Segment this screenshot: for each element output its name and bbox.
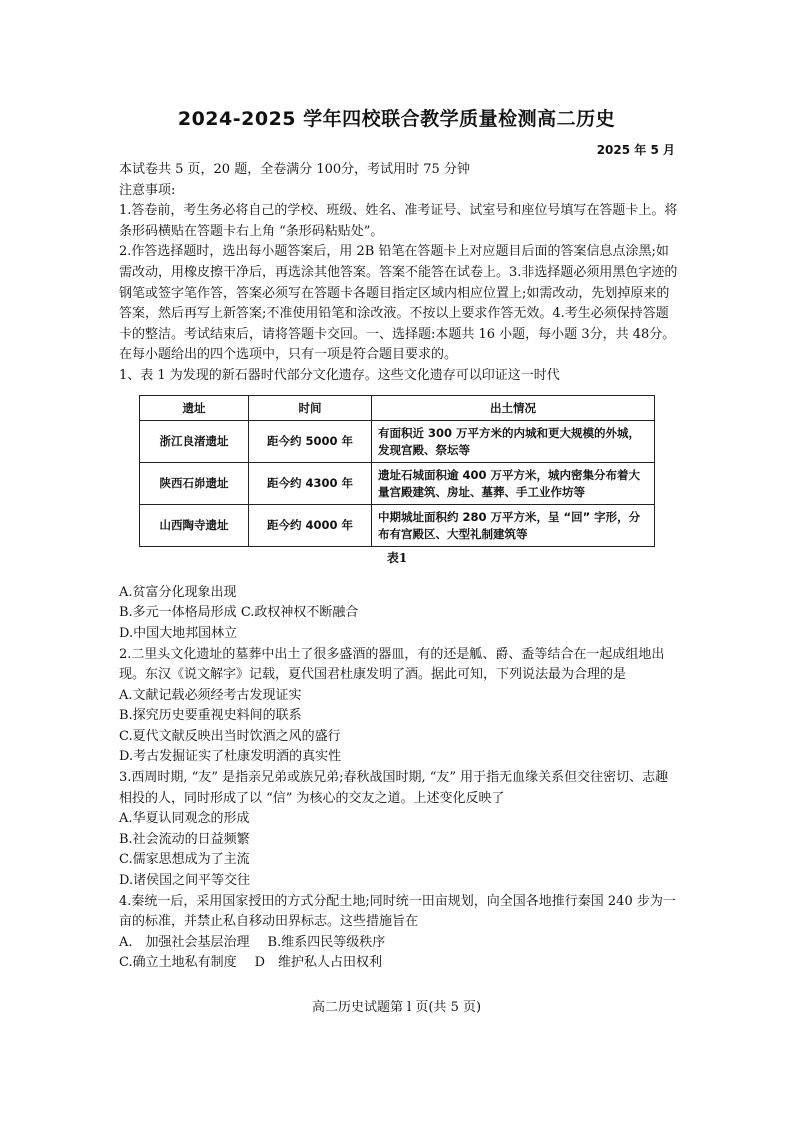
- table-cell-site: 山西陶寺遗址: [140, 505, 249, 547]
- page-footer: 高二历史试题第 l 页(共 5 页): [311, 1000, 482, 1015]
- question-1-stem: 1、表 1 为发现的新石器时代部分文化遗存。这些文化遗存可以印证这一时代: [119, 367, 560, 383]
- question-4-option-b: B.维系四民等级秩序: [267, 934, 386, 950]
- question-1-option-a: A.贫富分化现象出现: [119, 584, 237, 600]
- table-caption: 表1: [386, 551, 408, 566]
- notice-item-2: 2.作答选择题时，选出每小题答案后，用 2B 铅笔在答题卡上对应题目后面的答案信息点涂黑;如需改动，用橡皮擦干净后，再选涂其他答案。答案不能答在试卷上。3.非选择题必须用黑色字迹的钢笔或签字笔作答，答案必须写在答题卡各题目指定区域内相应位置上;如需改动，先划掉原来的答案，然后再写上新答案;不准使用铅笔和涂改液。不按以上要求作答无效。4.考生必须保持答题卡的整洁。考试结束后，请将答题卡交回。一、选择题:本题共 16 小题，每小题 3分，共 48分。在每小题给出的四个选项中，只有一项是符合题目要求的。: [119, 244, 678, 363]
- table-cell-time: 距今约 4000 年: [249, 505, 372, 547]
- question-1-option-bc: B.多元一体格局形成 C.政权神权不断融合: [119, 605, 359, 621]
- question-2-stem: 2.二里头文化遗址的墓葬中出土了很多盛酒的器皿，有的还是觚、爵、盉等结合在一起成组地出现。东汉《说文解字》记载，夏代国君杜康发明了酒。据此可知，下列说法最为合理的是: [119, 646, 665, 683]
- question-3-option-d: D.诸侯国之间平等交往: [119, 873, 251, 889]
- table-cell-site: 浙江良渚遗址: [140, 421, 249, 463]
- table-header-cell: 遗址: [140, 395, 249, 421]
- table-header-row: [140, 395, 655, 421]
- table-row: [140, 421, 655, 463]
- table-row: [140, 463, 655, 505]
- exam-date: 2025 年 5 月: [596, 143, 675, 157]
- question-4-option-c: C.确立土地私有制度: [119, 955, 237, 971]
- table-cell-time: 距今约 4300 年: [249, 463, 372, 505]
- question-4-stem: 4.秦统一后，采用国家授田的方式分配土地;同时统一田亩规划，向全国各地推行秦国 240 步为一亩的标准，并禁止私自移动田界标志。这些措施旨在: [119, 893, 676, 930]
- question-3-option-c: C.儒家思想成为了主流: [119, 852, 250, 868]
- table-cell-findings: 中期城址面积约 280 万平方米，呈 “回” 字形，分布有宫殿区、大型礼制建筑等: [372, 505, 655, 547]
- table-header-cell: 时间: [249, 395, 372, 421]
- question-1-option-d: D.中国大地邦国林立: [119, 625, 238, 641]
- table-row: [140, 505, 655, 547]
- question-4-option-a: A. 加强社会基层治理: [119, 934, 250, 950]
- question-2-option-a: A.文献记载必须经考古发现证实: [119, 687, 302, 703]
- notice-heading: 注意事项:: [119, 182, 176, 198]
- notice-item-1: 1.答卷前，考生务必将自己的学校、班级、姓名、准考证号、试室号和座位号填写在答题卡上。将条形码横贴在答题卡右上角 “条形码粘贴处”。: [119, 203, 678, 239]
- exam-content: [119, 160, 679, 974]
- question-3-stem: 3.西周时期, “友” 是指亲兄弟或族兄弟;春秋战国时期, “友” 用于指无血缘关系但交往密切、志趣相投的人，同时形成了以 “信” 为核心的交友之道。上述变化反映了: [119, 770, 669, 806]
- question-2-option-d: D.考古发掘证实了杜康发明酒的真实性: [119, 749, 342, 765]
- question-1-table-wrap: [139, 395, 659, 569]
- question-1-options: [119, 583, 679, 645]
- exam-summary: 本试卷共 5 页，20 题，全卷满分 100分，考试用时 75 分钟: [119, 162, 470, 177]
- question-2-option-b: B.探究历史要重视史料间的联系: [119, 708, 302, 724]
- question-4-options-row-2: [119, 953, 679, 974]
- question-1-table: [139, 395, 655, 548]
- question-4-option-d: D 维护私人占田权利: [254, 955, 383, 971]
- question-3-option-a: A.华夏认同观念的形成: [119, 811, 250, 827]
- question-4-options-row-1: [119, 933, 679, 954]
- table-cell-findings: 遗址石城面积逾 400 万平方米，城内密集分布着大量宫殿建筑、房址、墓葬、手工业作坊等: [372, 463, 655, 505]
- table-cell-findings: 有面积近 300 万平方米的内城和更大规模的外城，发现宫殿、祭坛等: [372, 421, 655, 463]
- question-3-option-b: B.社会流动的日益频繁: [119, 831, 250, 847]
- question-2-option-c: C.夏代文献反映出当时饮酒之风的盛行: [119, 728, 341, 744]
- table-cell-time: 距今约 5000 年: [249, 421, 372, 463]
- table-header-cell: 出土情况: [372, 395, 655, 421]
- table-cell-site: 陕西石峁遗址: [140, 463, 249, 505]
- page-title: 2024-2025 学年四校联合教学质量检测高二历史: [177, 108, 616, 130]
